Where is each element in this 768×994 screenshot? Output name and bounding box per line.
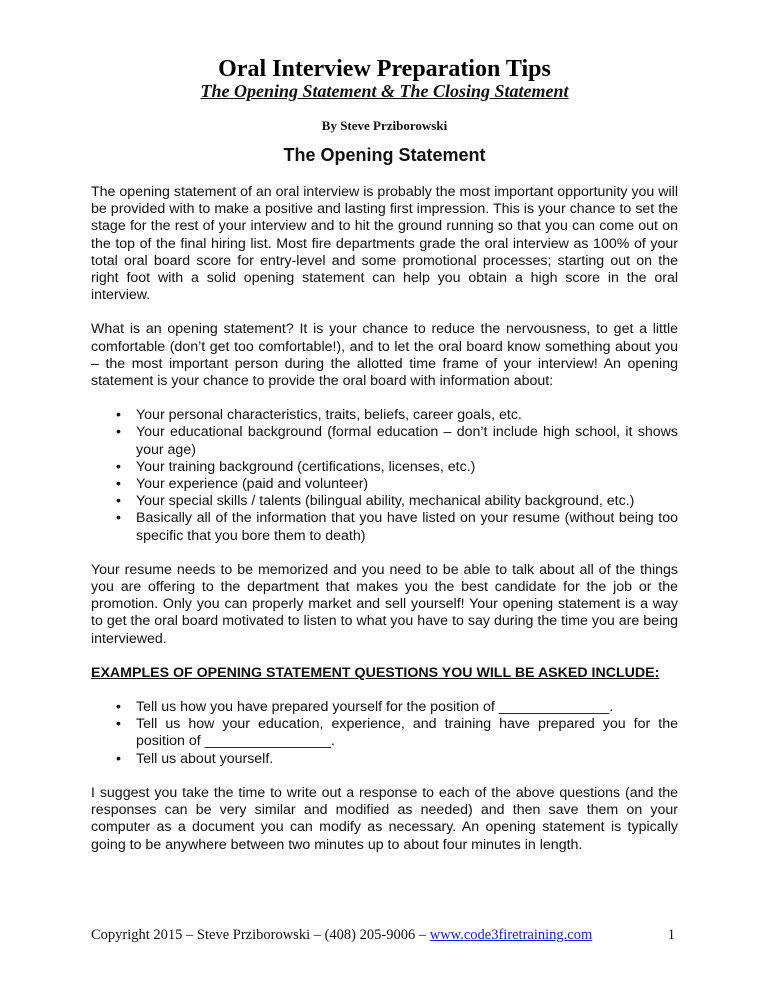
list-item xyxy=(91,424,678,458)
bullet-icon: • xyxy=(116,476,121,493)
list-item-text: Tell us how your education, experience, and training have prepared you for the position of ________________. xyxy=(136,716,678,750)
examples-heading: EXAMPLES OF OPENING STATEMENT QUESTIONS YOU WILL BE ASKED INCLUDE: xyxy=(91,664,660,681)
paragraph-resume: Your resume needs to be memorized and you need to be able to talk about all of the things you are offering to the department that makes you the best candidate for the job or the promotion. Only you can properly market and sell yourself! Your opening statement is a way to get the oral board motivated to listen to what you have to say during the time you are being interviewed. xyxy=(91,561,678,647)
list-item-text: Tell us about yourself. xyxy=(136,750,274,767)
author-byline: By Steve Prziborowski xyxy=(321,118,448,133)
bullet-icon: • xyxy=(116,493,121,510)
paragraph-suggestion: I suggest you take the time to write out a response to each of the above questions (and the responses can be very similar and modified as needed) and then save them on your computer as a document you can modify as necessary. An opening statement is typically going to be anywhere between two minutes up to about four minutes in length. xyxy=(91,784,678,853)
list-item xyxy=(91,510,678,544)
bullet-icon: • xyxy=(116,407,121,424)
website-link[interactable]: www.code3firetraining.com xyxy=(429,927,593,943)
list-item xyxy=(91,751,678,768)
document-subtitle-text: The Opening Statement & The Closing Statement xyxy=(200,81,569,101)
list-item xyxy=(91,407,678,424)
bullet-icon: • xyxy=(116,750,121,767)
list-item-text: Your educational background (formal education – don’t include high school, it shows your age) xyxy=(136,424,678,458)
paragraph-what-is: What is an opening statement? It is your chance to reduce the nervousness, to get a little comfortable (don’t get too comfortable!), and to let the oral board know something about you – the most important person during the allotted time frame of your interview! An opening statement is your chance to provide the oral board with information about: xyxy=(91,321,678,390)
list-item xyxy=(91,493,678,510)
list-item xyxy=(91,476,678,493)
list-item-text: Your special skills / talents (bilingual ability, mechanical ability background, etc.) xyxy=(136,493,635,510)
document-subtitle xyxy=(91,80,678,102)
list-item xyxy=(91,699,678,716)
document-body xyxy=(91,184,678,871)
question-bullet-list xyxy=(91,699,678,768)
paragraph-intro: The opening statement of an oral interview is probably the most important opportunity you will be provided with to make a positive and lasting first impression. This is your chance to set the stage for the rest of your interview and to hit the ground running so that you can come out on the top of the final hiring list. Most fire departments grade the oral interview as 100% of your total oral board score for entry-level and some promotional processes; starting out on the right foot with a solid opening statement can help you obtain a high score in the oral interview. xyxy=(91,184,678,304)
bullet-icon: • xyxy=(116,510,121,527)
page-number: 1 xyxy=(667,927,675,943)
bullet-icon: • xyxy=(116,699,121,716)
list-item xyxy=(91,459,678,476)
bullet-icon: • xyxy=(116,424,121,441)
list-item-text: Your experience (paid and volunteer) xyxy=(136,476,369,493)
list-item xyxy=(91,716,678,750)
list-item-text: Basically all of the information that you have listed on your resume (without being too specific that you bore them to death) xyxy=(136,510,678,544)
list-item-text: Your training background (certifications, licenses, etc.) xyxy=(136,458,476,475)
list-item-text: Your personal characteristics, traits, beliefs, career goals, etc. xyxy=(136,407,522,424)
info-bullet-list xyxy=(91,407,678,545)
section-heading: The Opening Statement xyxy=(283,145,486,165)
document-title: Oral Interview Preparation Tips xyxy=(218,56,551,82)
bullet-icon: • xyxy=(116,458,121,475)
bullet-icon: • xyxy=(116,716,121,733)
list-item-text: Tell us how you have prepared yourself for the position of ______________. xyxy=(136,699,614,716)
footer-copyright: Copyright 2015 – Steve Prziborowski – (408) 205-9006 – xyxy=(91,927,430,943)
page-footer xyxy=(91,926,678,944)
